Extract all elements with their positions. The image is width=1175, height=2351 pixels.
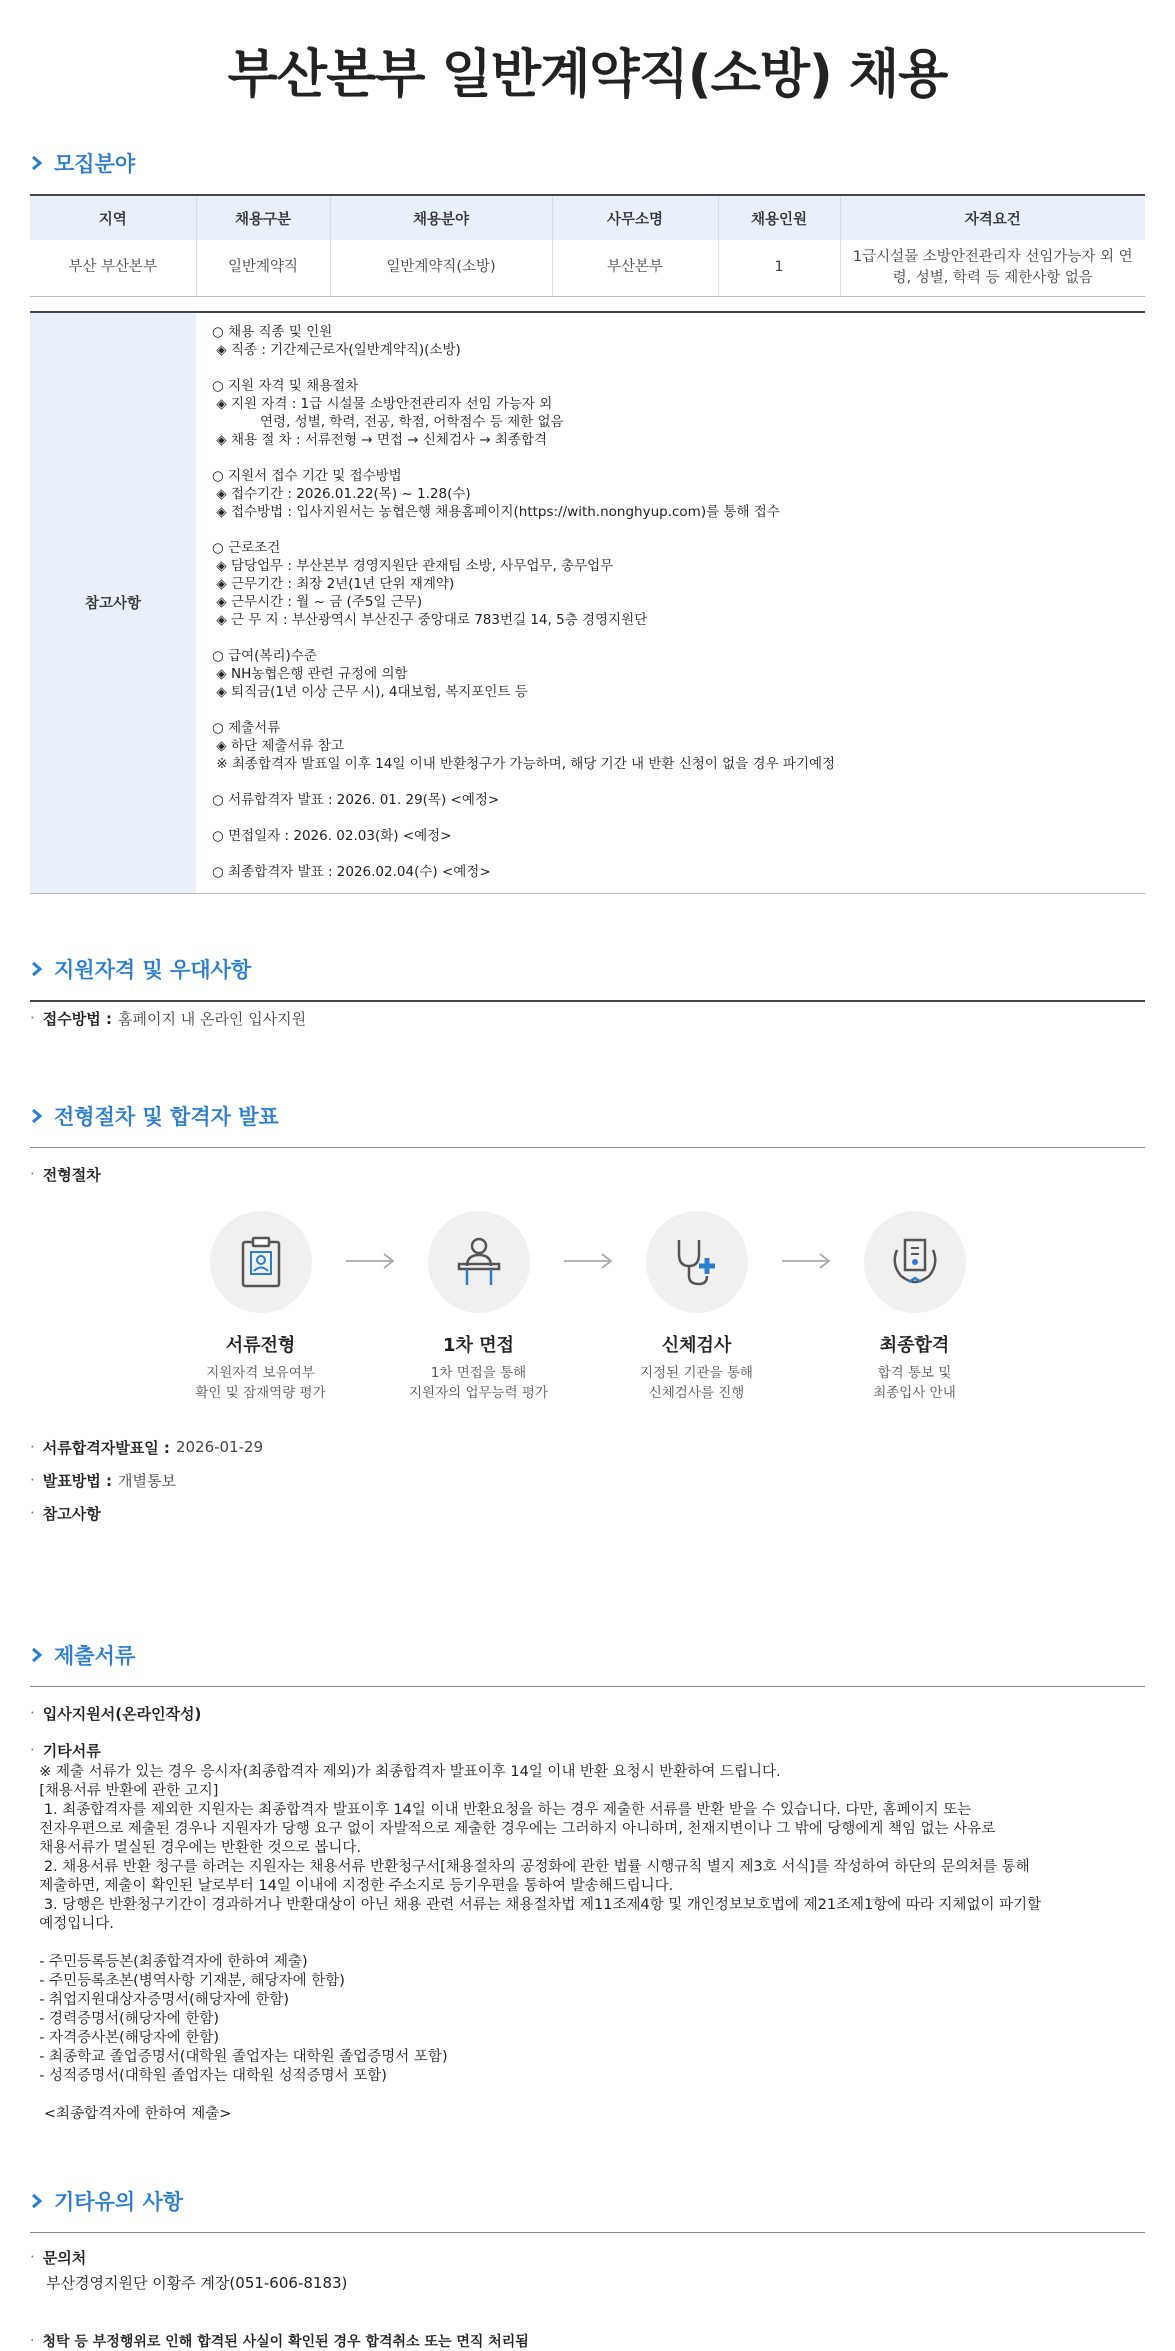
document-line: - 성적증명서(대학원 졸업자는 대학원 성적증명서 포함): [30, 2067, 387, 2084]
process-label: 전형절차: [42, 1165, 101, 1184]
step-title: 최종합격: [879, 1334, 950, 1356]
notice-text: 청탁 등 부정행위로 인해 합격된 사실이 확인된 경우 합격취소 또는 면직 처리됨: [42, 2333, 529, 2350]
section-title: 모집분야: [54, 152, 136, 176]
arrow-right-icon: [366, 1251, 374, 1271]
section-title: 제출서류: [54, 1643, 136, 1668]
step-desc: 합격 통보 및: [877, 1364, 952, 1381]
table-header: 채용인원: [718, 196, 840, 240]
table-header: 자격요건: [840, 196, 1145, 240]
award-icon: [887, 1236, 943, 1288]
notes-line: ◈ 하단 제출서류 참고: [212, 737, 344, 754]
spacer: [212, 449, 1129, 467]
step-desc: 지정된 기관을 통해: [640, 1364, 753, 1381]
doc-item: · 기타서류: [30, 1741, 101, 1760]
document-line: <최종합격자에 한하여 제출>: [30, 2105, 232, 2122]
notes-line: ◈ 지원 자격 : 1급 시설물 소방안전관리자 선임 가능자 외: [212, 395, 553, 412]
step-desc: 지원자의 업무능력 평가: [409, 1384, 548, 1401]
step-desc: 최종입사 안내: [873, 1384, 956, 1401]
table-cell: 일반계약직(소방): [330, 240, 552, 296]
step-desc: 신체검사를 진행: [648, 1384, 745, 1401]
table-header: 지역: [30, 196, 196, 240]
clipboard-icon: [237, 1236, 285, 1288]
process-ref-label: 참고사항: [42, 1504, 101, 1523]
arrow-right-icon: [584, 1251, 592, 1271]
page-title: 부산본부 일반계약직(소방) 채용: [227, 45, 948, 105]
table-cell: 1급시설물 소방안전관리자 선임가능자 외 연령, 성별, 학력 등 제한사항 없음: [840, 240, 1145, 296]
notes-line: ○ 채용 직종 및 인원: [212, 323, 333, 340]
arrow-right-icon: [802, 1251, 810, 1271]
doc-date-value: 2026-01-29: [175, 1438, 264, 1456]
spacer: [212, 521, 1129, 539]
document-line: 채용서류가 멸실된 경우에는 반환한 것으로 봅니다.: [30, 1839, 362, 1856]
section-title: 기타유의 사항: [54, 2189, 184, 2214]
process-ref: · 참고사항: [30, 1504, 101, 1523]
document-line: [채용서류 반환에 관한 고지]: [30, 1782, 219, 1799]
table-cell: 부산본부: [552, 240, 718, 296]
notes-label: 참고사항: [30, 313, 196, 893]
step-title: 서류전형: [225, 1334, 296, 1356]
process-step: [374, 1211, 584, 1403]
apply-method-label: 접수방법 :: [42, 1009, 112, 1028]
notes-line: 연령, 성별, 학력, 전공, 학점, 어학점수 등 제한 없음: [260, 413, 564, 430]
notes-line: ◈ 접수방법 : 입사지원서는 농협은행 채용홈페이지(https://with.nonghyup.com)를 통해 접수: [212, 503, 780, 520]
table-header: 채용구분: [196, 196, 330, 240]
step-desc: 1차 면접을 통해: [430, 1364, 527, 1381]
step-desc: 지원자격 보유여부: [206, 1364, 315, 1381]
stethoscope-icon: [671, 1236, 723, 1288]
divider: [30, 1000, 1145, 1002]
doc-announce-date: · 서류합격자발표일 : 2026-01-29: [30, 1438, 264, 1457]
spacer: [212, 845, 1129, 863]
chevron-right-icon: [30, 2194, 44, 2208]
table-header: 채용분야: [330, 196, 552, 240]
document-line: 전자우편으로 제출된 경우나 지원자가 당행 요구 없이 자발적으로 제출한 경우에는 그러하지 아니하며, 천재지변이나 그 밖에 당행에게 책임 없는 사유로: [30, 1820, 996, 1837]
section-recruit-field: [30, 148, 1145, 894]
section-other: [30, 2186, 1145, 2351]
step-title: 1차 면접: [443, 1334, 514, 1356]
table-header-row: [30, 196, 1145, 240]
document-line: 2. 채용서류 반환 청구를 하려는 지원자는 채용서류 반환청구서[채용절차의 공정화에 관한 법률 시행규칙 별지 제3호 서식]를 작성하여 하단의 문의처를 통해: [30, 1858, 1030, 1875]
contact-value: 부산경영지원단 이황주 계장(051-606-8183): [46, 2273, 348, 2292]
divider: [30, 1147, 1145, 1148]
notes-line: ◈ 직종 : 기간제근로자(일반계약직)(소방): [212, 341, 461, 358]
document-line: - 주민등록초본(병역사항 기재분, 해당자에 한함): [30, 1972, 345, 1989]
notice: · 청탁 등 부정행위로 인해 합격된 사실이 확인된 경우 합격취소 또는 면직 처리됨: [30, 2332, 529, 2350]
spacer: [212, 809, 1129, 827]
divider: [30, 1686, 1145, 1687]
doc-item-label: 기타서류: [42, 1741, 101, 1760]
process-steps: [30, 1211, 1145, 1403]
notes-line: ◈ 퇴직금(1년 이상 근무 시), 4대보험, 복지포인트 등: [212, 683, 528, 700]
document-line: 제출하면, 제출이 확인된 날로부터 14일 이내에 지정한 주소지로 등기우편을 통하여 발송해드립니다.: [30, 1877, 674, 1894]
chevron-right-icon: [30, 1109, 44, 1123]
table-cell: 일반계약직: [196, 240, 330, 296]
contact: · 문의처: [30, 2248, 87, 2267]
notes-line: ○ 서류합격자 발표 : 2026. 01. 29(목) <예정>: [212, 791, 500, 808]
notes-line: ○ 제출서류: [212, 719, 281, 736]
spacer: [212, 701, 1129, 719]
document-line: - 주민등록등본(최종합격자에 한하여 제출): [30, 1953, 308, 1970]
process-label-line: · 전형절차: [30, 1165, 101, 1184]
notes-line: ○ 급여(복리)수준: [212, 647, 317, 664]
process-step: [810, 1211, 1020, 1403]
doc-item: · 입사지원서(온라인작성): [30, 1704, 202, 1723]
section-qualification: [30, 954, 1145, 1029]
section-title: 전형절차 및 합격자 발표: [54, 1104, 279, 1129]
notes-line: ◈ 근무시간 : 월 ~ 금 (주5일 근무): [212, 593, 423, 610]
notes-content: [196, 313, 1145, 893]
spacer: [30, 1934, 1145, 1953]
step-title: 신체검사: [661, 1334, 732, 1356]
interview-icon: [453, 1236, 505, 1288]
chevron-right-icon: [30, 156, 44, 170]
process-step: [156, 1211, 366, 1403]
notes-line: ◈ 근무기간 : 최장 2년(1년 단위 재계약): [212, 575, 455, 592]
recruit-table: [30, 196, 1145, 297]
document-line: - 경력증명서(해당자에 한함): [30, 2010, 220, 2027]
announce-label: 발표방법 :: [42, 1471, 112, 1490]
document-line: - 최종학교 졸업증명서(대학원 졸업자는 대학원 졸업증명서 포함): [30, 2048, 448, 2065]
spacer: [212, 773, 1129, 791]
table-cell: 1: [718, 240, 840, 296]
apply-method: · 접수방법 : 홈페이지 내 온라인 입사지원: [30, 1009, 307, 1028]
notes-line: ◈ 접수기간 : 2026.01.22(목) ~ 1.28(수): [212, 485, 471, 502]
table-row: [30, 240, 1145, 296]
chevron-right-icon: [30, 962, 44, 976]
table-cell: 부산 부산본부: [30, 240, 196, 296]
table-header: 사무소명: [552, 196, 718, 240]
notes-line: ○ 면접일자 : 2026. 02.03(화) <예정>: [212, 827, 452, 844]
doc-item-label: 입사지원서(온라인작성): [42, 1704, 202, 1723]
document-line: 예정입니다.: [30, 1915, 114, 1932]
chevron-right-icon: [30, 1648, 44, 1662]
document-line: 3. 당행은 반환청구기간이 경과하거나 반환대상이 아닌 채용 관련 서류는 채용절차법 제11조제4항 및 개인정보보호법에 제21조제1항에 따라 지체없이 파기할: [30, 1896, 1042, 1913]
notes-line: ○ 지원 자격 및 채용절차: [212, 377, 359, 394]
section-title: 지원자격 및 우대사항: [54, 957, 252, 982]
contact-label: 문의처: [42, 2248, 87, 2267]
notes-line: ◈ NH농협은행 관련 규정에 의함: [212, 665, 408, 682]
section-documents: [30, 1640, 1145, 2124]
documents-content: [30, 1763, 1145, 2124]
spacer: [212, 629, 1129, 647]
process-step: [592, 1211, 802, 1403]
doc-date-label: 서류합격자발표일 :: [42, 1438, 170, 1457]
notes-line: ◈ 채용 절 차 : 서류전형 → 면접 → 신체검사 → 최종합격: [212, 431, 548, 448]
notes-line: ○ 근로조건: [212, 539, 281, 556]
apply-method-value: 홈페이지 내 온라인 입사지원: [117, 1009, 307, 1028]
notes-table: [30, 311, 1145, 894]
step-desc: 확인 및 잠재역량 평가: [195, 1384, 326, 1401]
notes-line: ◈ 근 무 지 : 부산광역시 부산진구 중앙대로 783번길 14, 5층 경영지원단: [212, 611, 648, 628]
spacer: [30, 2086, 1145, 2105]
announce-value: 개별통보: [117, 1471, 176, 1490]
spacer: [212, 359, 1129, 377]
document-line: 1. 최종합격자를 제외한 지원자는 최종합격자 발표이후 14일 이내 반환요청을 하는 경우 제출한 서류를 반환 받을 수 있습니다. 다만, 홈페이지 또는: [30, 1801, 972, 1818]
document-line: - 자격증사본(해당자에 한함): [30, 2029, 220, 2046]
notes-line: ○ 최종합격자 발표 : 2026.02.04(수) <예정>: [212, 863, 491, 880]
section-process: [30, 1101, 1145, 1524]
notes-line: ※ 최종합격자 발표일 이후 14일 이내 반환청구가 가능하며, 해당 기간 내 반환 신청이 없을 경우 파기예정: [212, 755, 836, 772]
announce-method: · 발표방법 : 개별통보: [30, 1471, 176, 1490]
document-line: - 취업지원대상자증명서(해당자에 한함): [30, 1991, 290, 2008]
document-line: ※ 제출 서류가 있는 경우 응시자(최종합격자 제외)가 최종합격자 발표이후 14일 이내 반환 요청시 반환하여 드립니다.: [30, 1763, 781, 1780]
notes-line: ○ 지원서 접수 기간 및 접수방법: [212, 467, 402, 484]
divider: [30, 2232, 1145, 2233]
notes-line: ◈ 담당업무 : 부산본부 경영지원단 관재팀 소방, 사무업무, 총무업무: [212, 557, 614, 574]
